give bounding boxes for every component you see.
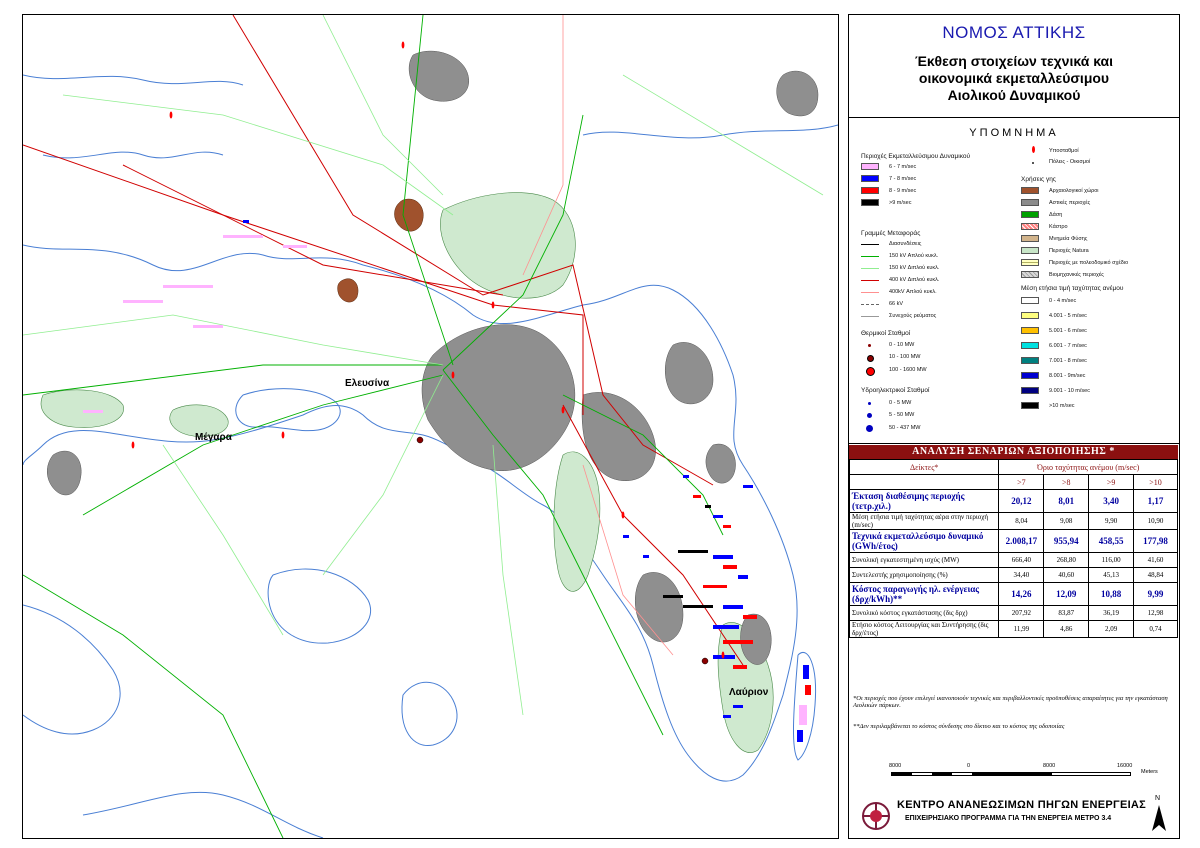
wind-area-cells — [83, 220, 811, 742]
urban-athens — [422, 325, 575, 471]
legend-label-landuse-4: Κάστρο — [1049, 224, 1068, 230]
legend-swatch-speed-5 — [1021, 357, 1039, 364]
scale-bar — [889, 763, 1169, 793]
row-value: 34,40 — [999, 568, 1044, 583]
table-threshold-3: >9 — [1089, 475, 1134, 490]
row-value: 45,13 — [1089, 568, 1134, 583]
legend-label-hydro-2: 5 - 50 MW — [889, 412, 915, 418]
legend-swatch-landuse-8 — [1021, 271, 1039, 278]
row-value: 177,98 — [1134, 530, 1178, 553]
thermal-station-marker-2 — [702, 658, 708, 664]
row-value: 10,90 — [1134, 513, 1178, 530]
table-row — [850, 513, 1178, 530]
legend-swatch-wind-2 — [861, 175, 879, 182]
legend-settlement-icon — [1032, 162, 1034, 164]
map-subtitle-line-1: Έκθεση στοιχείων τεχνικά και — [914, 53, 1114, 69]
row-value: 4,86 — [1044, 621, 1089, 638]
legend-label-speed-6: 8.001 - 9m/sec — [1049, 373, 1086, 379]
legend-label-line-6: 66 kV — [889, 301, 904, 307]
row-label: Έκταση διαθέσιμης περιοχής (τετρ.χιλ.) — [850, 490, 999, 513]
organization-name: ΚΕΝΤΡΟ ΑΝΑΝΕΩΣΙΜΩΝ ΠΗΓΩΝ ΕΝΕΡΓΕΙΑΣ — [897, 799, 1147, 811]
legend-label-thermal-2: 10 - 100 MW — [889, 354, 921, 360]
row-value: 9,08 — [1044, 513, 1089, 530]
legend-label-wind-4: >9 m/sec — [889, 200, 912, 206]
row-value: 2,09 — [1089, 621, 1134, 638]
legend-label-landuse-3: Δάση — [1049, 212, 1063, 218]
legend-thermal-medium-icon — [867, 355, 874, 362]
row-value: 9,99 — [1134, 583, 1178, 606]
row-value: 40,60 — [1044, 568, 1089, 583]
legend-heading-thermal: Θερμικοί Σταθμοί — [861, 330, 911, 337]
table-threshold-4: >10 — [1134, 475, 1178, 490]
legend-hydro-medium-icon — [867, 413, 872, 418]
legend-swatch-landuse-6 — [1021, 247, 1039, 254]
legend-heading-hydro: Υδροηλεκτρικοί Σταθμοί — [861, 387, 930, 394]
row-value: 0,74 — [1134, 621, 1178, 638]
legend-thermal-large-icon — [866, 367, 875, 376]
row-value: 955,94 — [1044, 530, 1089, 553]
legend-label-thermal-3: 100 - 1600 MW — [889, 367, 927, 373]
legend-swatch-landuse-3 — [1021, 211, 1039, 218]
organization-logo-icon — [861, 801, 891, 831]
legend-label-landuse-2: Αστικές περιοχές — [1049, 200, 1091, 206]
legend-swatch-wind-4 — [861, 199, 879, 206]
legend-label-speed-3: 5.001 - 6 m/sec — [1049, 328, 1087, 334]
legend-label-substations: Υποσταθμοί — [1049, 148, 1079, 154]
legend-swatch-speed-7 — [1021, 387, 1039, 394]
row-value: 9,90 — [1089, 513, 1134, 530]
legend-swatch-landuse-7 — [1021, 259, 1039, 266]
legend-swatch-landuse-4 — [1021, 223, 1039, 230]
row-label: Κόστος παραγωγής ηλ. ενέργειας (δρχ/kWh)** — [850, 583, 999, 606]
footnote-2: **Δεν περιλαμβάνεται το κόστος σύνδεσης στο δίκτυο και το κόστος της οδοποιίας — [853, 723, 1065, 730]
map-subtitle-line-2: οικονομικά εκμεταλλεύσιμου — [918, 70, 1110, 86]
row-value: 41,60 — [1134, 553, 1178, 568]
legend-line-dc — [861, 316, 879, 317]
urban-nw — [47, 451, 81, 495]
table-header-indicators: Δείκτες* — [850, 460, 999, 475]
legend-line-66kv — [861, 304, 879, 305]
legend-label-settlements: Πόλεις - Οικισμοί — [1049, 159, 1091, 165]
legend-label-line-4: 400 kV Διπλού κυκλ. — [889, 277, 940, 283]
urban-east — [665, 342, 713, 404]
natura-parnitha — [440, 193, 575, 299]
legend-swatch-wind-3 — [861, 187, 879, 194]
legend-label-thermal-1: 0 - 10 MW — [889, 342, 915, 348]
scale-label-4: 16000 — [1117, 763, 1133, 769]
legend-label-speed-5: 7.001 - 8 m/sec — [1049, 358, 1087, 364]
legend-label-speed-1: 0 - 4 m/sec — [1049, 298, 1077, 304]
row-label: Συνολική εγκατεστημένη ισχύς (MW) — [850, 553, 999, 568]
side-panel — [848, 14, 1180, 839]
coastline-north — [23, 245, 797, 781]
scale-label-2: 0 — [967, 763, 971, 769]
map-area[interactable] — [22, 14, 839, 839]
scale-unit: Meters — [1141, 769, 1158, 775]
legend-heading-landuse: Χρήσεις γης — [1021, 176, 1056, 183]
analysis-table-section — [849, 445, 1179, 745]
legend-heading-wind-speed: Μέση ετήσια τιμή ταχύτητας ανέμου — [1021, 285, 1124, 292]
line-150kv-6 — [23, 575, 283, 838]
row-value: 3,40 — [1089, 490, 1134, 513]
place-label-elefsina: Ελευσίνα — [345, 378, 390, 389]
legend-swatch-landuse-5 — [1021, 235, 1039, 242]
table-row — [850, 553, 1178, 568]
legend-label-landuse-1: Αρχαιολογικοί χώροι — [1049, 188, 1099, 194]
row-value: 36,19 — [1089, 606, 1134, 621]
legend-heading-lines: Γραμμές Μεταφοράς — [861, 230, 921, 237]
legend-line-400kv-double — [861, 280, 879, 281]
archaeo-1 — [394, 199, 423, 231]
table-threshold-1: >7 — [999, 475, 1044, 490]
row-value: 48,84 — [1134, 568, 1178, 583]
table-header-blank — [850, 475, 999, 490]
map-title: ΝΟΜΟΣ ΑΤΤΙΚΗΣ — [942, 23, 1086, 42]
urban-e2 — [706, 444, 736, 483]
map-canvas — [23, 15, 838, 838]
legend-swatch-speed-4 — [1021, 342, 1039, 349]
coastline-island-s — [402, 682, 457, 745]
legend-line-400kv-single — [861, 292, 879, 293]
legend-label-hydro-1: 0 - 5 MW — [889, 400, 912, 406]
table-row — [850, 606, 1178, 621]
line-150kv-5 — [83, 375, 443, 515]
legend-substation-icon — [1032, 146, 1035, 153]
coastline-salamina — [236, 389, 340, 431]
row-value: 116,00 — [1089, 553, 1134, 568]
row-value: 207,92 — [999, 606, 1044, 621]
legend-swatch-speed-1 — [1021, 297, 1039, 304]
natura-kithaironas — [41, 390, 124, 428]
legend-swatch-speed-6 — [1021, 372, 1039, 379]
legend-label-speed-2: 4.001 - 5 m/sec — [1049, 313, 1087, 319]
legend-label-line-7: Συνεχούς ρεύματος — [889, 313, 937, 319]
legend-swatch-speed-2 — [1021, 312, 1039, 319]
legend-thermal-small-icon — [868, 344, 871, 347]
north-arrow-icon — [1149, 795, 1169, 833]
row-label: Συνολικό κόστος εγκατάστασης (δις δρχ) — [850, 606, 999, 621]
urban-south — [635, 572, 683, 642]
legend-swatch-speed-8 — [1021, 402, 1039, 409]
legend-label-landuse-8: Βιομηχανικές περιοχές — [1049, 272, 1104, 278]
row-value: 666,40 — [999, 553, 1044, 568]
legend-swatch-wind-1 — [861, 163, 879, 170]
table-row — [850, 530, 1178, 553]
archaeo-2 — [338, 279, 358, 302]
legend-line-interconnections — [861, 244, 879, 245]
analysis-table — [849, 459, 1178, 638]
title-box — [849, 15, 1179, 118]
row-value: 8,04 — [999, 513, 1044, 530]
legend-label-line-1: Διασυνδέσεις — [889, 241, 922, 247]
legend-label-speed-7: 9.001 - 10 m/sec — [1049, 388, 1090, 394]
legend-label-line-2: 150 kV Απλού κυκλ. — [889, 253, 939, 259]
legend-label-wind-1: 6 - 7 m/sec — [889, 164, 917, 170]
scale-bar-graphic — [891, 772, 1131, 776]
row-value: 8,01 — [1044, 490, 1089, 513]
scale-label-3: 8000 — [1043, 763, 1056, 769]
legend-label-line-3: 150 kV Διπλού κυκλ. — [889, 265, 940, 271]
row-value: 2.008,17 — [999, 530, 1044, 553]
analysis-title: ΑΝΑΛΥΣΗ ΣΕΝΑΡΙΩΝ ΑΞΙΟΠΟΙΗΣΗΣ * — [849, 445, 1178, 459]
scale-label-1: 8000 — [889, 763, 902, 769]
legend-label-wind-3: 8 - 9 m/sec — [889, 188, 917, 194]
footer — [849, 795, 1179, 837]
legend-line-150kv-double — [861, 268, 879, 269]
legend-label-landuse-7: Περιοχές με πολεοδομικό σχέδιο — [1049, 260, 1129, 266]
row-value: 12,09 — [1044, 583, 1089, 606]
legend — [849, 119, 1179, 444]
row-value: 14,26 — [999, 583, 1044, 606]
urban-n2 — [777, 71, 818, 116]
north-label: N — [1155, 795, 1161, 802]
row-label: Συντελεστής χρησιμοποίησης (%) — [850, 568, 999, 583]
row-value: 12,98 — [1134, 606, 1178, 621]
legend-heading-wind-areas: Περιοχές Εκμεταλλεύσιμου Δυναμικού — [861, 153, 971, 160]
footnote-1: *Οι περιοχές που έχουν επιλεγεί ικανοποιούν τεχνικές και περιβαλλοντικές προϋποθέσεις απαραίτητες για την εγκατάσταση Αιολικών πάρκων. — [853, 695, 1168, 709]
table-row — [850, 568, 1178, 583]
legend-label-landuse-5: Μνημεία Φύσης — [1049, 236, 1088, 242]
row-value: 1,17 — [1134, 490, 1178, 513]
natura-hymettus — [554, 452, 600, 592]
row-value: 10,88 — [1089, 583, 1134, 606]
coastline-aegina — [268, 569, 370, 643]
table-header-speed-limit: Όριο ταχύτητας ανέμου (m/sec) — [999, 460, 1178, 475]
row-value: 11,99 — [999, 621, 1044, 638]
legend-label-landuse-6: Περιοχές Natura — [1049, 248, 1089, 254]
row-value: 458,55 — [1089, 530, 1134, 553]
row-label: Μέση ετήσια τιμή ταχύτητας αέρα στην περιοχή (m/sec) — [850, 513, 999, 530]
table-threshold-2: >8 — [1044, 475, 1089, 490]
map-subtitle-line-3: Αιολικού Δυναμικού — [947, 87, 1081, 103]
legend-label-hydro-3: 50 - 437 MW — [889, 425, 921, 431]
legend-line-150kv-single — [861, 256, 879, 257]
thermal-station-marker — [417, 437, 423, 443]
row-value: 20,12 — [999, 490, 1044, 513]
row-value: 83,87 — [1044, 606, 1089, 621]
place-label-lavrion: Λαύριον — [729, 687, 769, 698]
row-label: Τεχνικά εκμεταλλεύσιμο δυναμικό (GWh/έτος) — [850, 530, 999, 553]
place-label-megara: Μέγαρα — [195, 432, 232, 443]
table-row — [850, 490, 1178, 513]
legend-swatch-speed-3 — [1021, 327, 1039, 334]
urban-n1 — [409, 51, 469, 101]
legend-label-speed-8: >10 m/sec — [1049, 403, 1075, 409]
program-name: ΕΠΙΧΕΙΡΗΣΙΑΚΟ ΠΡΟΓΡΑΜΜΑ ΓΙΑ ΤΗΝ ΕΝΕΡΓΕΙΑ ΜΕΤΡΟ 3.4 — [905, 815, 1112, 822]
table-row — [850, 583, 1178, 606]
legend-swatch-landuse-1 — [1021, 187, 1039, 194]
row-label: Ετήσιο κόστος Λειτουργίας και Συντήρησης (δις δρχ/έτος) — [850, 621, 999, 638]
legend-hydro-small-icon — [868, 402, 871, 405]
legend-hydro-large-icon — [866, 425, 873, 432]
legend-label-line-5: 400kV Απλού κυκλ. — [889, 289, 937, 295]
table-row — [850, 621, 1178, 638]
legend-label-wind-2: 7 - 8 m/sec — [889, 176, 917, 182]
legend-label-speed-4: 6.001 - 7 m/sec — [1049, 343, 1087, 349]
legend-title: ΥΠΟΜΝΗΜΑ — [969, 127, 1059, 139]
legend-swatch-landuse-2 — [1021, 199, 1039, 206]
row-value: 268,80 — [1044, 553, 1089, 568]
